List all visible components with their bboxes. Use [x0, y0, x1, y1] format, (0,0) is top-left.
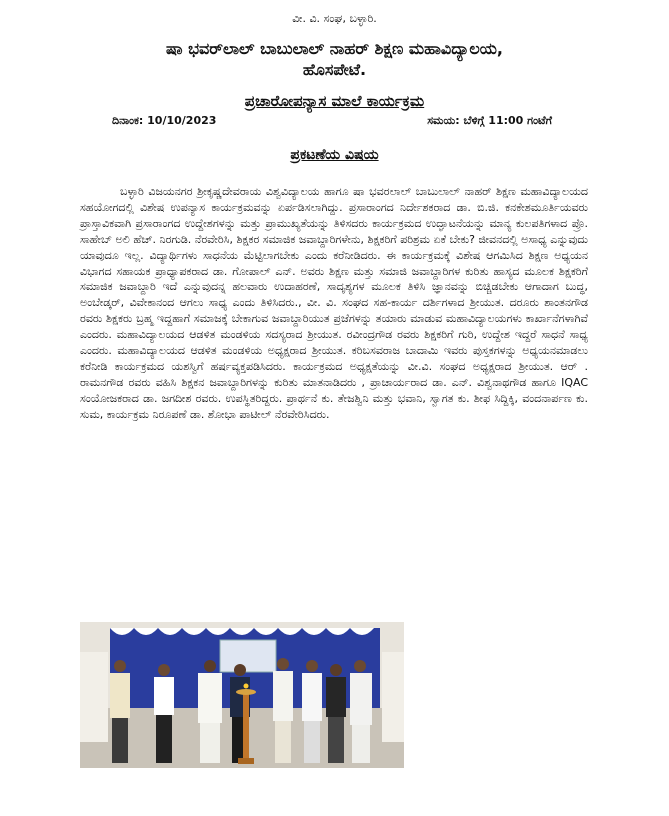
- white-drape: [110, 628, 380, 635]
- college-name: [0, 38, 669, 80]
- meta-row: [112, 114, 552, 128]
- college-name-line1: ಷಾ ಭವರ್‌ಲಾಲ್ ಬಾಬುಲಾಲ್ ನಾಹರ್ ಶಿಕ್ಷಣ ಮಹಾವಿದ್ಯಾಲಯ,: [166, 39, 503, 58]
- society-name: ವೀ. ವಿ. ಸಂಘ, ಬಳ್ಳಾರಿ.: [292, 12, 377, 25]
- event-photo-icon: [80, 622, 404, 768]
- banner-board: [220, 640, 276, 672]
- event-time: ಸಮಯ: ಬೆಳಿಗ್ಗೆ 11:00 ಗಂಟೆಗೆ: [427, 114, 552, 127]
- report-body: ಬಳ್ಳಾರಿ ವಿಜಯನಗರ ಶ್ರೀಕೃಷ್ಣದೇವರಾಯ ವಿಶ್ವವಿದ್ಯಾಲಯ ಹಾಗೂ ಷಾ ಭವರಲಾಲ್ ಬಾಬುಲಾಲ್ ನಾಹರ್ ಶಿಕ್ಷಣ ಮಹಾವಿದ್ಯಾಲಯದ ಸಹಯೋಗದಲ್ಲಿ ವಿಶೇಷ ಉಪನ್ಯಾಸ ಕಾರ್ಯಕ್ರಮವನ್ನು ಏರ್ಪಡಿಸಲಾಗಿದ್ದು. ಪ್ರಸಾರಾಂಗದ ನಿರ್ದೇಶಕರಾದ ಡಾ. ಬಿ.ಜಿ. ಕನಕೇಶಮೂರ್ತಿಯವರು ಪ್ರಾಸ್ತಾವಿಕವಾಗಿ ಪ್ರಸಾರಾಂಗದ ಉದ್ದೇಶಗಳನ್ನು ಮತ್ತು ಪ್ರಾಮುಖ್ಯತೆಯನ್ನು ತಿಳಿಸದರು ಕಾರ್ಯಕ್ರಮದ ಉದ್ಘಾಟನೆಯನ್ನು ಮಾನ್ಯ ಕುಲಪತಿಗಳಾದ ಪ್ರೊ. ಸಾಹೇಬ್ ಅಲಿ ಹೆಚ್. ನಿರಗುಡಿ. ನೆರವೇರಿಸಿ, ಶಿಕ್ಷಕರ ಸಮಾಜಿಕ ಜವಾಬ್ದಾರಿಗಳೇನು, ಶಿಕ್ಷಕರಿಗೆ ಪರಿಶ್ರಮ ಏಕೆ ಬೇಕು? ಜೀವನದಲ್ಲಿ ಅಸಾಧ್ಯ ಎನ್ನುವುದು ಯಾವುದೂ ಇಲ್ಲ. ವಿದ್ಯಾರ್ಥಿಗಳು ಸಾಧನೆಯ ಮೆಟ್ಟಿಲಾಗಬೇಕು ಎಂದು ಕರೆನೀಡಿದರು. ಈ ಕಾರ್ಯಕ್ರಮಕ್ಕೆ ವಿಶೇಷ ಆಗಮಿಸಿದ ಶಿಕ್ಷಣ ಅಧ್ಯಯನ ವಿಭಾಗದ ಸಹಾಯಕ ಪ್ರಾಧ್ಯಾಪಕರಾದ ಡಾ. ಗೋಪಾಲ್ ಎನ್. ಅವರು ಶಿಕ್ಷಣ ಮತ್ತು ಸಮಾಜಿ ಜವಾಬ್ದಾರಿಗಳ ಕುರಿತು ಹಾಸ್ಯದ ಮೂಲಕ ಶಿಕ್ಷಕರಿಗೆ ಸಮಾಜಿಕ ಜವಾಬ್ದಾರಿ ಇದೆ ಎನ್ನುವುದನ್ನ ಹಲವಾರು ಉದಾಹರಣೆ, ಸಾದೃಶ್ಯಗಳ ಮೂಲಕ ತಿಳಿಸಿ ಜ್ಞಾನವನ್ನು ಬಿಚ್ಚಿಡಬೇಕು ಆಗಾದಾಗ ಬುದ್ಧ, ಅಂಬೇಡ್ಕರ್, ವಿವೇಕಾನಂದ ಆಗಲು ಸಾಧ್ಯ ಎಂದು ತಿಳಿಸಿದರು., ವೀ. ವಿ. ಸಂಘದ ಸಹ-ಕಾರ್ಯ ದರ್ಶಿಗಳಾದ ಶ್ರೀಯುತ. ದರೂರು ಶಾಂತನಗೌಡ ರವರು ಶಿಕ್ಷಕರು ಬ್ರಹ್ಮ ಇದ್ದಹಾಗೆ ಸಮಾಜಕ್ಕೆ ಬೇಕಾಗುವ ಜವಾಬ್ದಾರಿಯುತ ಪ್ರಜೆಗಳನ್ನು ತಯಾರು ಮಾಡುವ ಮಹಾವಿದ್ಯಾಲಯಗಳು ಕಾರ್ಖಾನೆಗಳಾಗಿವೆ ಎಂದರು. ಮಹಾವಿದ್ಯಾಲಯದ ಆಡಳಿತ ಮಂಡಳಿಯ ಸದಸ್ಯರಾದ ಶ್ರೀಯುತ. ರವೀಂದ್ರಗೌಡ ರವರು ಶಿಕ್ಷಕರಿಗೆ ಗುರಿ, ಉದ್ದೇಶ ಇದ್ದರೆ ಸಾಧನೆ ಸಾಧ್ಯ ಎಂದರು. ಮಹಾವಿದ್ಯಾಲಯದ ಆಡಳಿತ ಮಂಡಳಿಯ ಅಧ್ಯಕ್ಷರಾದ ಶ್ರೀಯುತ. ಕರಿಬಸವರಾಜ ಬಾದಾಮಿ ಇವರು ಪುಸ್ತಕಗಳನ್ನು ಅಧ್ಯಯನಮಾಡಲು ಕರೆನೀಡಿ ಕಾರ್ಯಕ್ರಮದ ಯಶಸ್ವಿಗೆ ಹರ್ಷವ್ಯಕ್ತಪಡಿಸಿದರು. ಕಾರ್ಯಕ್ರಮದ ಅಧ್ಯಕ್ಷತೆಯನ್ನು ವೀ.ವಿ. ಸಂಘದ ಅಧ್ಯಕ್ಷರಾದ ಶ್ರೀಯುತ. ಆರ್ . ರಾಮನಗೌಡ ರವರು ವಹಿಸಿ ಶಿಕ್ಷಕನ ಜವಾಬ್ದಾರಿಗಳನ್ನು ಕುರಿತು ಮಾತನಾಡಿದರು , ಪ್ರಾಚಾರ್ಯರಾದ ಡಾ. ಎನ್. ವಿಶ್ವನಾಥಗೌಡ ಹಾಗೂ IQAC ಸಂಯೋಜಕರಾದ ಡಾ. ಜಗದೀಶ ರವರು. ಉಪಸ್ಥಿತರಿದ್ದರು. ಪ್ರಾರ್ಥನೆ ಕು. ತೇಜಶ್ವಿನಿ ಮತ್ತು ಭವಾನಿ, ಸ್ವಾಗತ ಕು. ಶೀಫ ಸಿದ್ದಿಕ್ಕಿ, ವಂದನಾರ್ಪಣ ಕು. ಸುಮ, ಕಾರ್ಯಕ್ರಮ ನಿರೂಪಣೆ ಡಾ. ಶೋಭಾ ಪಾಟೀಲ್ ನೆರವೇರಿಸಿದರು.: [80, 185, 588, 421]
- event-photo: [80, 622, 404, 768]
- college-name-line2: ಹೊಸಪೇಟೆ.: [302, 60, 367, 79]
- event-date: ದಿನಾಂಕ: 10/10/2023: [112, 114, 217, 127]
- program-title: ಪ್ರಚಾರೋಪನ್ಯಾಸ ಮಾಲೆ ಕಾರ್ಯಕ್ರಮ: [244, 92, 425, 110]
- subject-heading: ಪ್ರಕಟಣೆಯ ವಿಷಯ: [290, 147, 379, 163]
